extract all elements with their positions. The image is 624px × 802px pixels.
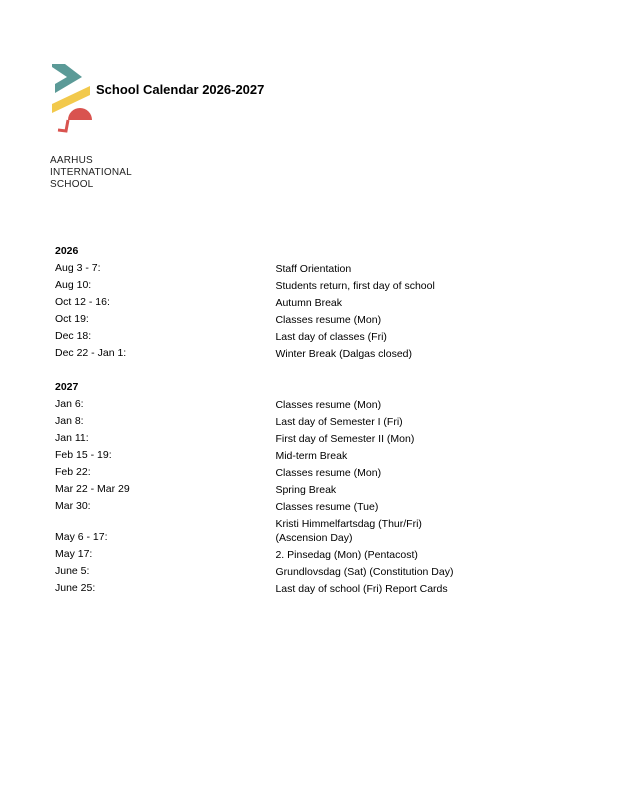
event-date: Feb 15 - 19:: [55, 449, 112, 461]
logo-line: AARHUS: [50, 155, 93, 166]
logo-red-half-circle: [68, 108, 92, 120]
event-date: Dec 18:: [55, 330, 92, 342]
calendar-row: [55, 563, 475, 580]
calendar-row: [55, 481, 475, 498]
calendar-row: [55, 328, 475, 345]
event-date: Feb 22:: [55, 466, 91, 478]
event-date: Dec 22 - Jan 1:: [55, 347, 127, 359]
calendar-row: [55, 277, 475, 294]
year-heading: 2027: [55, 381, 79, 393]
event-date: Jan 11:: [55, 432, 89, 444]
event-date: Mar 22 - Mar 29: [55, 483, 130, 495]
event-date: June 25:: [55, 582, 96, 594]
logo-line: SCHOOL: [50, 179, 94, 190]
page-title: School Calendar 2026-2027: [96, 82, 265, 97]
event-description: Last day of school (Fri) Report Cards: [275, 582, 448, 595]
school-logo-icon: [50, 64, 102, 134]
calendar-row: [55, 311, 475, 328]
event-description: Classes resume (Mon): [275, 313, 382, 326]
event-description: Classes resume (Tue): [275, 500, 379, 513]
event-description: Grundlovsdag (Sat) (Constitution Day): [275, 565, 454, 578]
calendar-table: [55, 243, 475, 597]
event-description: Last day of classes (Fri): [275, 330, 387, 343]
calendar-row: [55, 413, 475, 430]
logo-wordmark: [50, 155, 132, 191]
logo-teal-chevron: [52, 64, 82, 93]
calendar-row: [55, 464, 475, 481]
calendar-row: [55, 580, 475, 597]
event-date: June 5:: [55, 565, 90, 577]
event-date: Jan 6:: [55, 398, 84, 410]
event-date: Oct 19:: [55, 313, 89, 325]
calendar-row: [55, 498, 475, 515]
calendar-row: [55, 396, 475, 413]
calendar-row: [55, 294, 475, 311]
event-date: Jan 8:: [55, 415, 84, 427]
calendar-row: [55, 345, 475, 362]
logo-line: INTERNATIONAL: [50, 167, 132, 178]
event-date: Oct 12 - 16:: [55, 296, 110, 308]
event-description: Students return, first day of school: [275, 279, 435, 292]
event-date: Mar 30:: [55, 500, 91, 512]
event-description: Autumn Break: [275, 296, 343, 309]
calendar-row: [55, 260, 475, 277]
event-description: Staff Orientation: [275, 262, 352, 275]
event-description: Last day of Semester I (Fri): [275, 415, 403, 428]
event-description: Classes resume (Mon): [275, 466, 382, 479]
event-description: Classes resume (Mon): [275, 398, 382, 411]
event-description: First day of Semester II (Mon): [275, 432, 415, 445]
calendar-row: [55, 447, 475, 464]
calendar-row: [55, 515, 475, 546]
calendar-row: [55, 430, 475, 447]
calendar-row: [55, 546, 475, 563]
event-date: May 17:: [55, 548, 93, 560]
section-spacer: [55, 362, 475, 379]
event-description: Winter Break (Dalgas closed): [275, 347, 413, 360]
event-description: Spring Break: [275, 483, 337, 496]
event-description: Kristi Himmelfartsdag (Thur/Fri) (Ascension Day): [275, 517, 422, 544]
event-description: 2. Pinsedag (Mon) (Pentacost): [275, 548, 418, 561]
year-heading: 2026: [55, 245, 79, 257]
event-date: Aug 3 - 7:: [55, 262, 101, 274]
event-date: May 6 - 17:: [55, 531, 108, 543]
logo-red-hook: [58, 120, 68, 131]
event-description: Mid-term Break: [275, 449, 348, 462]
event-date: Aug 10:: [55, 279, 92, 291]
